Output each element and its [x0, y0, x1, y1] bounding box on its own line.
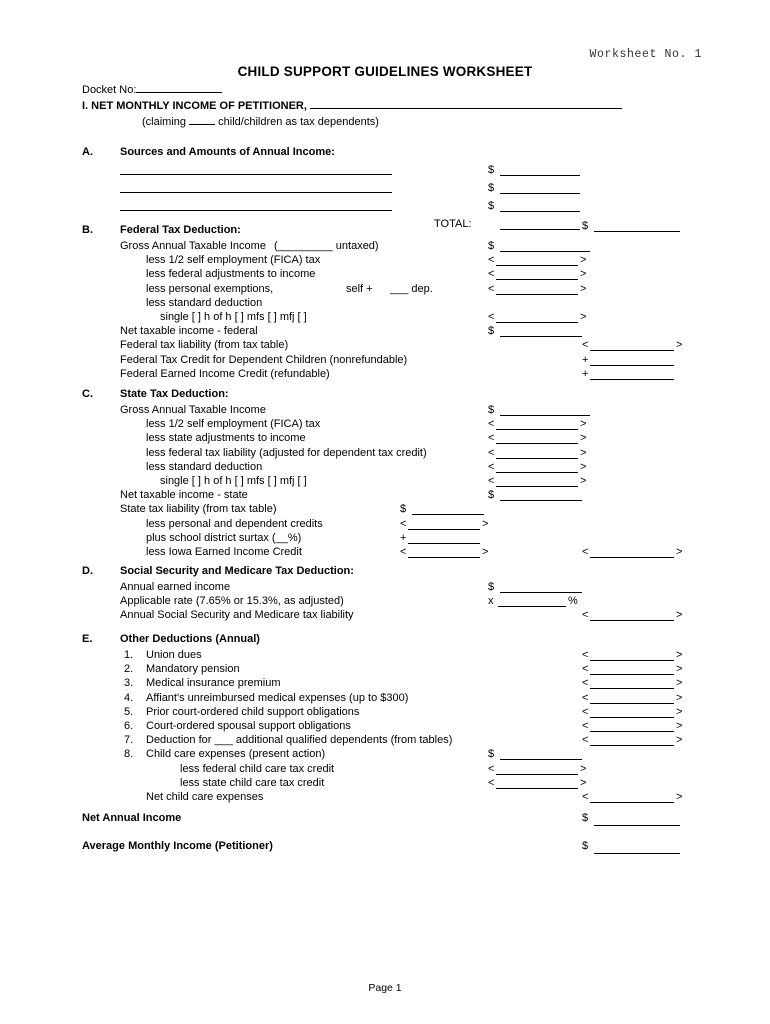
e-fed-childcare-credit-label: less federal child care tax credit: [180, 762, 335, 775]
e-item-3-label: Medical insurance premium: [146, 677, 281, 690]
average-monthly-income-row: [82, 840, 690, 868]
petitioner-name-input[interactable]: [310, 98, 622, 109]
c-filing-input[interactable]: [496, 486, 578, 487]
e-item-8-num: 8.: [124, 748, 134, 761]
c-fica-close: >: [580, 418, 587, 431]
total-label: TOTAL:: [434, 218, 472, 230]
section-A: [82, 146, 690, 234]
b-fica-label: less 1/2 self employment (FICA) tax: [146, 254, 321, 267]
c-filing-close: >: [580, 474, 587, 487]
d-earned-income-label: Annual earned income: [120, 581, 231, 593]
c-surtax-label: plus school district surtax (__%): [146, 531, 302, 544]
line-item: [82, 240, 690, 254]
line-item: [82, 283, 690, 297]
b-eic-label: Federal Earned Income Credit (refundable): [120, 367, 330, 380]
income-amount-symbol-2: $: [488, 182, 495, 194]
e-item-4-input[interactable]: [590, 703, 674, 704]
e-item-1-label: Union dues: [146, 649, 202, 661]
page-footer: Page 1: [368, 982, 402, 994]
c-iowa-eic-input[interactable]: [408, 557, 480, 558]
list-item: [82, 677, 690, 691]
list-item: [82, 649, 690, 663]
c-fed-liability-close: >: [580, 446, 587, 459]
section-E-header: [82, 633, 690, 649]
b-fica-open: <: [488, 254, 495, 267]
line-item: [82, 368, 690, 382]
e-net-childcare-label: Net child care expenses: [146, 790, 264, 803]
c-personal-credits-open: <: [400, 517, 407, 530]
e-item-2-close: >: [676, 663, 683, 676]
c-state-adjust-input[interactable]: [496, 443, 578, 444]
c-personal-credits-input[interactable]: [408, 529, 480, 530]
line-item: [82, 595, 690, 609]
b-net-taxable-label: Net taxable income - federal: [120, 325, 258, 338]
e-item-7-num: 7.: [124, 734, 134, 747]
c-net-taxable-label: Net taxable income - state: [120, 489, 248, 502]
d-ss-liability-close: >: [676, 609, 683, 622]
section-I-label: I. NET MONTHLY INCOME OF PETITIONER,: [82, 100, 307, 112]
line-item: [82, 254, 690, 268]
c-iowa-eic-open: <: [400, 545, 407, 558]
section-A-letter: A.: [82, 146, 93, 158]
line-item: [82, 432, 690, 446]
e-item-2-label: Mandatory pension: [146, 663, 240, 676]
total-symbol: $: [582, 220, 589, 232]
b-untaxed-note: (_________ untaxed): [274, 240, 379, 252]
e-item-7-open: <: [582, 734, 589, 747]
d-rate-symbol: x: [488, 595, 494, 608]
c-fed-liability-open: <: [488, 446, 495, 459]
section-C-letter: C.: [82, 388, 93, 400]
c-state-liability-symbol: $: [400, 503, 407, 516]
c-surtax-input[interactable]: [408, 543, 480, 544]
e-item-1-num: 1.: [124, 649, 134, 661]
e-net-childcare-open: <: [582, 790, 589, 803]
d-rate-label: Applicable rate (7.65% or 15.3%, as adjusted): [120, 595, 344, 608]
e-item-3-close: >: [676, 677, 683, 690]
page-title: CHILD SUPPORT GUIDELINES WORKSHEET: [237, 64, 533, 79]
c-filing-open: <: [488, 474, 495, 487]
c-personal-credits-label: less personal and dependent credits: [146, 517, 323, 530]
line-item: [82, 354, 690, 368]
e-item-5-num: 5.: [124, 705, 134, 718]
c-standard-deduction-label: less standard deduction: [146, 460, 263, 473]
c-state-total-open: <: [582, 545, 589, 558]
e-item-5-label: Prior court-ordered child support obligations: [146, 705, 360, 718]
e-state-childcare-credit-close: >: [580, 776, 587, 789]
income-source-row: [82, 180, 690, 198]
e-item-8-input[interactable]: [500, 759, 582, 760]
c-net-taxable-symbol: $: [488, 489, 495, 502]
b-fica-input[interactable]: [496, 265, 578, 266]
b-gross-income-label: Gross Annual Taxable Income: [120, 240, 266, 252]
section-E: [82, 633, 690, 805]
e-item-4-open: <: [582, 691, 589, 704]
line-item: [82, 791, 690, 805]
income-source-row: [82, 198, 690, 216]
e-item-6-num: 6.: [124, 719, 134, 732]
b-gross-input[interactable]: [500, 251, 590, 252]
d-rate-input[interactable]: [498, 606, 566, 607]
line-item: [82, 475, 690, 489]
e-item-4-close: >: [676, 691, 683, 704]
c-standard-deduction-close: >: [580, 460, 587, 473]
b-standard-input[interactable]: [496, 322, 578, 323]
e-state-childcare-credit-input[interactable]: [496, 788, 578, 789]
income-amount-input-3[interactable]: [500, 211, 580, 212]
b-fica-close: >: [580, 254, 587, 267]
c-state-adjust-label: less state adjustments to income: [146, 432, 306, 445]
e-item-4-label: Affiant's unreimbursed medical expenses (up to $300): [146, 691, 409, 704]
line-item: [82, 609, 690, 623]
c-state-adjust-close: >: [580, 432, 587, 445]
c-iowa-eic-close: >: [482, 545, 489, 558]
b-dependent-credit-input[interactable]: [590, 365, 674, 366]
section-C-header: [82, 388, 690, 404]
b-fed-adjust-label: less federal adjustments to income: [146, 268, 316, 281]
c-fica-open: <: [488, 418, 495, 431]
line-item: [82, 404, 690, 418]
c-personal-credits-close: >: [482, 517, 489, 530]
section-B: [82, 224, 690, 382]
e-item-8-label: Child care expenses (present action): [146, 748, 326, 761]
b-fed-adjust-open: <: [488, 268, 495, 281]
b-exemptions-label: less personal exemptions,: [146, 282, 274, 295]
totals-block: [82, 812, 690, 868]
b-fed-tax-liability-open: <: [582, 339, 589, 352]
average-monthly-income-symbol: $: [582, 840, 589, 852]
e-item-1-open: <: [582, 649, 589, 661]
b-net-taxable-input[interactable]: [500, 336, 582, 337]
c-state-adjust-open: <: [488, 432, 495, 445]
b-fed-tax-liability-close: >: [676, 339, 683, 352]
line-item: [82, 268, 690, 282]
claiming-prefix: (claiming: [142, 116, 187, 128]
e-item-7-close: >: [676, 734, 683, 747]
average-monthly-income-input[interactable]: [594, 853, 680, 854]
income-amount-symbol-1: $: [488, 164, 495, 176]
income-amount-symbol-3: $: [488, 200, 495, 212]
claiming-line: [142, 114, 379, 128]
e-item-6-open: <: [582, 719, 589, 732]
c-state-liability-input[interactable]: [412, 514, 484, 515]
section-D-title: Social Security and Medicare Tax Deduction:: [120, 565, 354, 577]
e-item-3-open: <: [582, 677, 589, 690]
line-item: [82, 461, 690, 475]
e-item-1-close: >: [676, 649, 683, 661]
section-B-title: Federal Tax Deduction:: [120, 224, 241, 236]
d-ss-liability-open: <: [582, 609, 589, 622]
line-item: [82, 418, 690, 432]
section-D: [82, 565, 690, 624]
d-earned-income-symbol: $: [488, 581, 495, 593]
section-D-letter: D.: [82, 565, 93, 577]
e-item-3-num: 3.: [124, 677, 134, 690]
b-standard-close: >: [580, 310, 587, 323]
d-earned-income-input[interactable]: [500, 592, 582, 593]
docket-input[interactable]: [136, 82, 222, 93]
line-item: [82, 339, 690, 353]
c-net-taxable-input[interactable]: [500, 500, 582, 501]
claiming-suffix: child/children as tax dependents): [218, 116, 379, 128]
c-fed-liability-label: less federal tax liability (adjusted for dependent tax credit): [146, 446, 427, 459]
docket-label: Docket No:: [82, 84, 137, 96]
e-item-7-label: Deduction for ___ additional qualified dependents (from tables): [146, 734, 453, 747]
e-item-2-num: 2.: [124, 663, 134, 676]
list-item: [82, 734, 690, 748]
list-item: [82, 706, 690, 720]
e-net-childcare-input[interactable]: [590, 802, 674, 803]
d-ss-liability-input[interactable]: [590, 620, 674, 621]
list-item: [82, 720, 690, 734]
e-item-5-input[interactable]: [590, 717, 674, 718]
line-item: [82, 311, 690, 325]
line-item: [82, 447, 690, 461]
c-fica-label: less 1/2 self employment (FICA) tax: [146, 418, 321, 431]
income-source-input-1[interactable]: [120, 174, 392, 175]
line-item: [82, 325, 690, 339]
b-exemptions-open: <: [488, 282, 495, 295]
e-item-3-input[interactable]: [590, 688, 674, 689]
list-item: [82, 692, 690, 706]
line-item: [82, 489, 690, 503]
e-item-7-input[interactable]: [590, 745, 674, 746]
income-source-row: [82, 162, 690, 180]
net-annual-income-row: [82, 812, 690, 840]
e-net-childcare-close: >: [676, 790, 683, 803]
e-item-2-open: <: [582, 663, 589, 676]
b-standard-deduction-label: less standard deduction: [146, 296, 263, 309]
b-exemptions-close: >: [580, 282, 587, 295]
income-amount-input-1[interactable]: [500, 175, 580, 176]
c-fica-input[interactable]: [496, 429, 578, 430]
c-filing-status-options[interactable]: single [ ] h of h [ ] mfs [ ] mfj [ ]: [160, 474, 307, 487]
claiming-count-input[interactable]: [189, 114, 215, 125]
b-exemptions-self: self +: [346, 282, 373, 295]
section-A-header: [82, 146, 690, 162]
e-item-1-input[interactable]: [590, 660, 674, 661]
list-item: [82, 748, 690, 762]
section-A-title: Sources and Amounts of Annual Income:: [120, 146, 335, 158]
e-item-5-open: <: [582, 705, 589, 718]
b-eic-input[interactable]: [590, 379, 674, 380]
c-surtax-symbol: +: [400, 531, 407, 544]
income-source-input-3[interactable]: [120, 210, 392, 211]
line-item: [82, 518, 690, 532]
c-iowa-eic-label: less Iowa Earned Income Credit: [146, 545, 302, 558]
e-item-5-close: >: [676, 705, 683, 718]
b-exemptions-input[interactable]: [496, 294, 578, 295]
b-fed-adjust-close: >: [580, 268, 587, 281]
line-item: [82, 297, 690, 311]
d-rate-percent: %: [568, 595, 578, 608]
line-item: [82, 777, 690, 791]
worksheet-number: Worksheet No. 1: [589, 48, 702, 61]
b-fed-tax-liability-label: Federal tax liability (from tax table): [120, 339, 289, 352]
e-item-6-close: >: [676, 719, 683, 732]
e-item-6-input[interactable]: [590, 731, 674, 732]
section-C: [82, 388, 690, 560]
section-I-heading: [82, 98, 622, 112]
docket-field: [82, 82, 222, 96]
b-standard-open: <: [488, 310, 495, 323]
c-state-total-input[interactable]: [590, 557, 674, 558]
c-fed-liability-input[interactable]: [496, 458, 578, 459]
line-item: [82, 532, 690, 546]
line-item: [82, 503, 690, 517]
section-E-title: Other Deductions (Annual): [120, 633, 260, 645]
e-item-4-num: 4.: [124, 691, 134, 704]
c-standard-deduction-open: <: [488, 460, 495, 473]
income-source-input-2[interactable]: [120, 192, 392, 193]
b-dependent-credit-label: Federal Tax Credit for Dependent Children (nonrefundable): [120, 353, 408, 366]
c-state-total-close: >: [676, 545, 683, 558]
e-item-2-input[interactable]: [590, 674, 674, 675]
line-item: [82, 581, 690, 595]
net-annual-income-input[interactable]: [594, 825, 680, 826]
c-standard-deduction-input[interactable]: [496, 472, 578, 473]
e-fed-childcare-credit-close: >: [580, 762, 587, 775]
c-state-liability-label: State tax liability (from tax table): [120, 503, 277, 516]
line-item: [82, 546, 690, 560]
line-item: [82, 763, 690, 777]
b-filing-status-options[interactable]: single [ ] h of h [ ] mfs [ ] mfj [ ]: [160, 310, 307, 323]
b-dependent-credit-symbol: +: [582, 353, 589, 366]
e-fed-childcare-credit-input[interactable]: [496, 774, 578, 775]
b-fed-tax-liability-input[interactable]: [590, 350, 674, 351]
list-item: [82, 663, 690, 677]
b-fed-adjust-input[interactable]: [496, 279, 578, 280]
average-monthly-income-label: Average Monthly Income (Petitioner): [82, 840, 273, 852]
c-gross-input[interactable]: [500, 415, 590, 416]
section-E-letter: E.: [82, 633, 93, 645]
b-eic-symbol: +: [582, 367, 589, 380]
e-fed-childcare-credit-open: <: [488, 762, 495, 775]
c-gross-income-label: Gross Annual Taxable Income: [120, 404, 266, 416]
section-D-header: [82, 565, 690, 581]
d-ss-liability-label: Annual Social Security and Medicare tax liability: [120, 609, 354, 622]
e-item-8-symbol: $: [488, 748, 495, 761]
section-B-letter: B.: [82, 224, 93, 236]
income-amount-input-2[interactable]: [500, 193, 580, 194]
net-annual-income-symbol: $: [582, 812, 589, 824]
e-item-6-label: Court-ordered spousal support obligations: [146, 719, 351, 732]
c-gross-symbol: $: [488, 404, 495, 416]
section-C-title: State Tax Deduction:: [120, 388, 229, 400]
e-state-childcare-credit-label: less state child care tax credit: [180, 776, 325, 789]
b-exemptions-dep: ___ dep.: [390, 282, 433, 295]
b-gross-symbol: $: [488, 240, 495, 252]
section-B-header: [82, 224, 690, 240]
b-net-taxable-symbol: $: [488, 325, 495, 338]
net-annual-income-label: Net Annual Income: [82, 812, 182, 824]
e-state-childcare-credit-open: <: [488, 776, 495, 789]
